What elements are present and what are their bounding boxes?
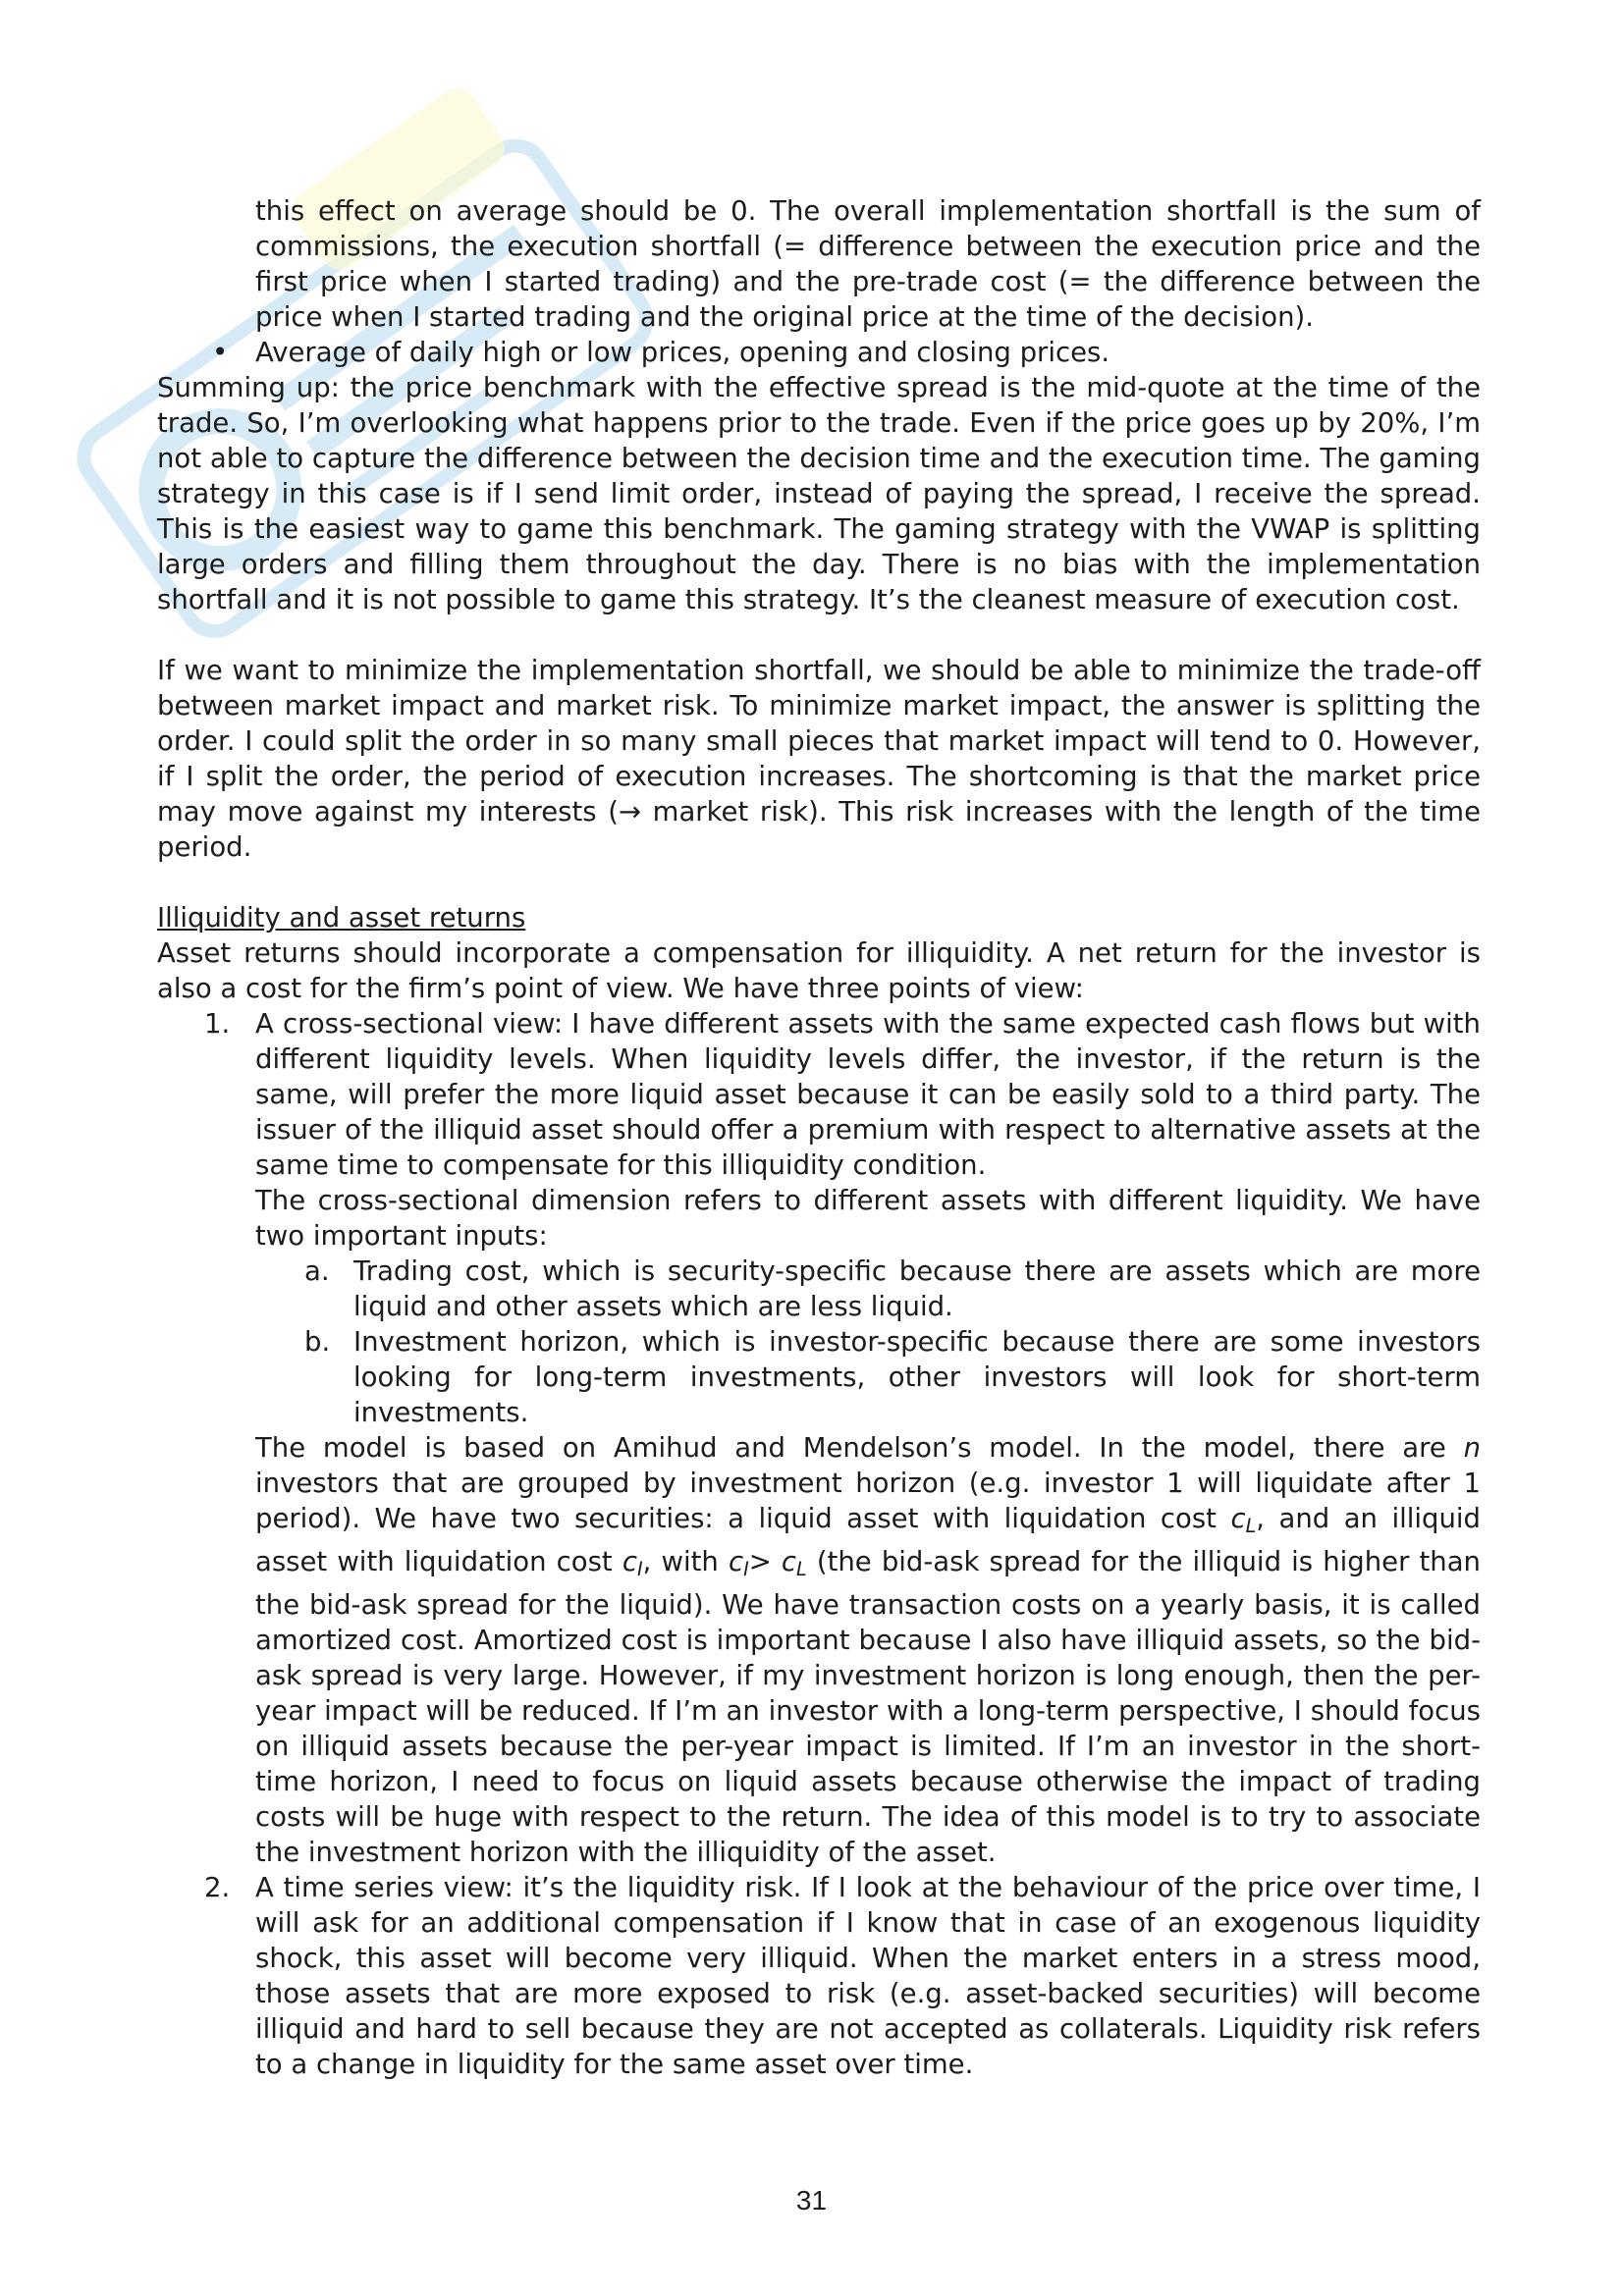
document-body: [157, 193, 1481, 2082]
list-letter: a.: [304, 1255, 330, 1287]
time-series-text: A time series view: it’s the liquidity risk. If I look at the behaviour of the price over time, I will ask for an additional compensation if I know that in case of an exogenous liquidity shock, this asset will become very illiquid. When the market enters in a stress mood, those assets that are more exposed to risk (e.g. asset-backed securities) will become illiquid and hard to sell because they are not accepted as collaterals. Liquidity risk refers to a change in liquidity for the same asset over time.: [255, 1871, 1481, 2080]
list-item: [304, 1254, 1481, 1324]
list-item-text: Investment horizon, which is investor-specific because there are some investors looking for long-term investments, other investors will look for short-term investments.: [353, 1326, 1481, 1428]
page-number: 31: [795, 2185, 828, 2216]
minimize-paragraph: If we want to minimize the implementation shortfall, we should be able to minimize the trade-off between market impact and market risk. To minimize market impact, the answer is splitting the order. I could split the order in so many small pieces that market impact will tend to 0. However, if I split the order, the period of execution increases. The shortcoming is that the market price may move against my interests (→ market risk). This risk increases with the length of the time period.: [157, 655, 1481, 863]
inputs-list: [255, 1254, 1481, 1430]
section-heading: Illiquidity and asset returns: [157, 902, 526, 934]
cross-sectional-text-2: The cross-sectional dimension refers to different assets with different liquidity. We have two important inputs:: [255, 1185, 1481, 1252]
list-item: [204, 1006, 1481, 1870]
bullet-icon: •: [212, 337, 229, 368]
list-item-text: Trading cost, which is security-specific because there are assets which are more liquid and other assets which are less liquid.: [353, 1255, 1481, 1322]
cross-sectional-text: A cross-sectional view: I have different assets with the same expected cash flows but with different liquidity levels. When liquidity levels differ, the investor, if the return is the same, will prefer the more liquid asset because it can be easily sold to a third party. The issuer of the illiquid asset should offer a premium with respect to alternative assets at the same time to compensate for this illiquidity condition.: [255, 1008, 1481, 1181]
list-number: 1.: [204, 1008, 231, 1040]
section-intro: Asset returns should incorporate a compensation for illiquidity. A net return for the investor is also a cost for the firm’s point of view. We have three points of view:: [157, 937, 1481, 1004]
list-letter: b.: [304, 1326, 331, 1358]
list-item: [304, 1324, 1481, 1430]
model-paragraph: The model is based on Amihud and Mendelson’s model. In the model, there are n investors that are grouped by investment horizon (e.g. investor 1 will liquidate after 1 period). We have two securities: a liquid asset with liquidation cost $c_L$, and an illiquid asset with liquidation cost $c_I$, with $c_I> c_L$ (the bid-ask spread for the illiquid is higher than the bid-ask spread for the liquid). We have transaction costs on a yearly basis, it is called amortized cost. Amortized cost is important because I also have illiquid assets, so the bid-ask spread is very large. However, if my investment horizon is long enough, then the per-year impact will be reduced. If I’m an investor with a long-term perspective, I should focus on illiquid assets because the per-year impact is limited. If I’m an investor in the short-time horizon, I need to focus on liquid assets because otherwise the impact of trading costs will be huge with respect to the return. The idea of this model is to try to associate the investment horizon with the illiquidity of the asset.: [255, 1432, 1481, 1868]
list-item: [212, 335, 1481, 370]
summing-up-paragraph: Summing up: the price benchmark with the effective spread is the mid-quote at the time of the trade. So, I’m overlooking what happens prior to the trade. Even if the price goes up by 20%, I’m not able to capture the difference between the decision time and the execution time. The gaming strategy in this case is if I send limit order, instead of paying the spread, I receive the spread. This is the easiest way to game this benchmark. The gaming strategy with the VWAP is splitting large orders and filling them throughout the day. There is no bias with the implementation shortfall and it is not possible to game this strategy. It’s the cleanest measure of execution cost.: [157, 372, 1481, 615]
list-item: [204, 1870, 1481, 2082]
bullet-text: Average of daily high or low prices, opening and closing prices.: [255, 337, 1110, 368]
intro-continuation: this effect on average should be 0. The overall implementation shortfall is the sum of commissions, the execution shortfall (= difference between the execution price and the first price when I started trading) and the pre-trade cost (= the difference between the price when I started trading and the original price at the time of the decision).: [255, 195, 1481, 333]
views-list: [157, 1006, 1481, 2082]
list-number: 2.: [204, 1871, 231, 1903]
